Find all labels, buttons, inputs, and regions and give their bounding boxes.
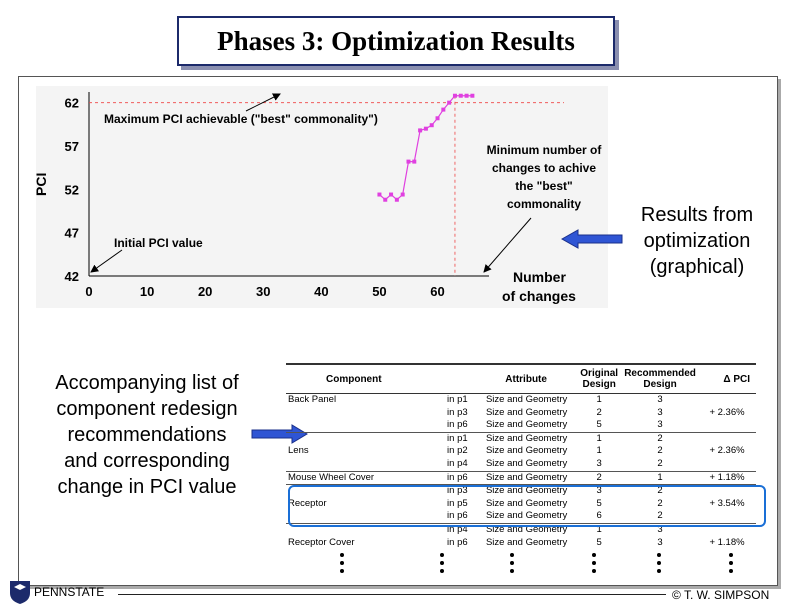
ellipsis-dots <box>340 553 344 577</box>
data-point <box>412 160 416 164</box>
data-point <box>418 128 422 132</box>
cell-original: 6 <box>596 510 602 522</box>
list-line-2: component redesign <box>56 398 238 420</box>
cell-original: 5 <box>596 536 602 548</box>
cell-original: 5 <box>596 497 602 509</box>
copyright: © T. W. SIMPSON <box>672 588 770 602</box>
results-arrow-icon <box>560 228 624 250</box>
cell-attribute: Size and Geometry <box>476 485 576 498</box>
data-point <box>389 193 393 197</box>
list-line-4: and corresponding <box>64 450 230 472</box>
ellipsis-dots <box>657 553 661 577</box>
annotation-min-4: commonality <box>506 197 582 211</box>
col-component: Component <box>286 364 439 394</box>
col-delta: Δ PCI <box>698 364 756 394</box>
cell-attribute: Size and Geometry <box>476 432 576 445</box>
cell-delta: + 2.36% <box>709 406 745 418</box>
annotation-min-arrow <box>484 218 531 272</box>
cell-component <box>286 432 439 445</box>
cell-attribute: Size and Geometry <box>485 457 568 469</box>
cell-component: Receptor Cover <box>288 536 355 548</box>
cell-part: in p1 <box>447 394 468 405</box>
data-point <box>383 198 387 202</box>
annotation-initial-arrow <box>91 250 122 272</box>
cell-original: 1 <box>576 523 622 536</box>
y-tick-label: 62 <box>64 95 79 111</box>
annotation-initial: Initial PCI value <box>114 236 203 250</box>
cell-original: 2 <box>596 406 602 418</box>
cell-attribute: Size and Geometry <box>485 497 568 509</box>
table-row <box>286 445 756 458</box>
y-tick-label: 52 <box>64 182 79 198</box>
cell-original: 1 <box>576 432 622 445</box>
ellipsis-dots <box>729 553 733 577</box>
pci-chart <box>33 86 608 308</box>
data-point <box>459 94 463 98</box>
data-point <box>441 108 445 112</box>
cell-delta: + 1.18% <box>709 536 745 548</box>
data-point <box>453 94 457 98</box>
cell-recommended: 3 <box>657 419 663 431</box>
list-line-5: change in PCI value <box>57 476 237 498</box>
data-point <box>377 193 381 197</box>
cell-original: 5 <box>596 419 602 431</box>
cell-attribute: Size and Geometry <box>485 536 568 548</box>
data-point <box>395 198 399 202</box>
ellipsis-dots <box>510 553 514 577</box>
ellipsis-dots <box>440 553 444 577</box>
table-row <box>286 432 756 445</box>
cell-attribute: Size and Geometry <box>476 471 576 485</box>
cell-delta: + 1.18% <box>698 471 756 485</box>
cell-part: in p6 <box>447 419 468 431</box>
data-point <box>465 94 469 98</box>
footer-divider <box>118 594 666 595</box>
cell-part: in p4 <box>447 457 468 469</box>
cell-delta: + 2.36% <box>709 445 745 457</box>
pennstate-logo <box>8 579 104 605</box>
annotation-min-2: changes to achive <box>491 161 597 175</box>
cell-attribute: Size and Geometry <box>476 523 576 536</box>
cell-part: in p3 <box>439 485 476 498</box>
cell-original: 3 <box>576 485 622 498</box>
cell-recommended: 2 <box>657 497 663 509</box>
pennstate-text: PENNSTATE <box>34 585 105 599</box>
cell-recommended: 3 <box>657 536 663 548</box>
x-tick-label: 0 <box>85 284 93 299</box>
cell-part: in p4 <box>439 523 476 536</box>
pci-chart-svg <box>33 86 608 308</box>
cell-component: Back Panel <box>288 394 337 405</box>
list-line-1: Accompanying list of <box>55 372 239 394</box>
cell-component <box>286 419 439 432</box>
cell-recommended: 3 <box>657 394 663 405</box>
x-tick-label: 60 <box>430 284 445 299</box>
cell-delta <box>698 432 756 445</box>
cell-delta <box>698 419 756 432</box>
cell-part: in p1 <box>439 432 476 445</box>
list-caption <box>28 370 266 500</box>
cell-attribute: Size and Geometry <box>485 510 568 522</box>
x-tick-label: 40 <box>314 284 329 299</box>
cell-attribute: Size and Geometry <box>485 419 568 431</box>
cell-part: in p3 <box>447 406 468 418</box>
cell-component <box>286 407 439 420</box>
cell-recommended: 1 <box>622 471 698 485</box>
data-point <box>406 160 410 164</box>
cell-attribute: Size and Geometry <box>485 394 568 405</box>
cell-original: 2 <box>576 471 622 485</box>
cell-component <box>286 458 439 471</box>
ellipsis-dots <box>592 553 596 577</box>
cell-original: 1 <box>596 445 602 457</box>
data-point <box>447 101 451 105</box>
table-row <box>286 419 756 432</box>
col-original: Original Design <box>576 364 622 394</box>
cell-recommended: 2 <box>657 510 663 522</box>
x-tick-label: 10 <box>139 284 155 299</box>
y-tick-label: 57 <box>64 139 79 154</box>
x-tick-label: 30 <box>256 284 271 299</box>
results-line-2: optimization <box>643 230 751 252</box>
chart-series <box>377 94 474 202</box>
cell-original: 3 <box>596 457 602 469</box>
cell-delta: + 3.54% <box>709 497 745 509</box>
table-row <box>286 407 756 420</box>
cell-part: in p2 <box>447 445 468 457</box>
table-row <box>286 471 756 485</box>
x-tick-label: 20 <box>197 284 213 299</box>
cell-recommended: 3 <box>657 406 663 418</box>
cell-recommended: 2 <box>622 432 698 445</box>
annotation-min-1: Minimum number of <box>486 143 602 157</box>
data-point <box>470 94 474 98</box>
cell-component: Lens <box>288 445 309 457</box>
results-caption <box>622 202 772 280</box>
y-axis-label: PCI <box>33 172 49 196</box>
table-row <box>286 394 756 407</box>
results-line-1: Results from <box>640 204 754 226</box>
receptor-highlight <box>288 485 766 527</box>
y-tick-label: 47 <box>64 225 79 241</box>
x-axis-label-2: of changes <box>502 288 576 304</box>
cell-recommended: 2 <box>657 445 663 457</box>
cell-attribute: Size and Geometry <box>485 406 568 418</box>
cell-delta <box>698 394 756 407</box>
data-point <box>430 123 434 127</box>
cell-part: in p6 <box>447 510 468 522</box>
cell-component: Receptor <box>288 497 327 509</box>
cell-part: in p5 <box>447 497 468 509</box>
cell-recommended: 2 <box>622 485 698 498</box>
y-tick-label: 42 <box>64 269 79 284</box>
cell-attribute: Size and Geometry <box>485 445 568 457</box>
x-axis-label-1: Number <box>513 269 566 285</box>
cell-recommended: 3 <box>622 523 698 536</box>
cell-original: 1 <box>596 394 602 405</box>
pennstate-shield-icon <box>8 579 32 605</box>
col-recommended: Recommended Design <box>622 364 698 394</box>
results-line-3: (graphical) <box>649 256 745 278</box>
col-attribute: Attribute <box>476 364 576 394</box>
annotation-min-3: the "best" <box>515 179 573 193</box>
cell-recommended: 2 <box>657 457 663 469</box>
table-row <box>286 537 756 550</box>
cell-part: in p6 <box>447 536 468 548</box>
x-tick-label: 50 <box>372 284 387 299</box>
cell-component: Mouse Wheel Cover <box>286 471 439 485</box>
table-row <box>286 458 756 471</box>
page-title: Phases 3: Optimization Results <box>177 16 615 66</box>
data-point <box>401 193 405 197</box>
data-point <box>424 127 428 131</box>
data-point <box>436 116 440 120</box>
annotation-max: Maximum PCI achievable ("best" commonality") <box>104 112 378 126</box>
list-line-3: recommendations <box>67 424 227 446</box>
series-line <box>379 96 472 200</box>
cell-delta <box>698 458 756 471</box>
cell-part: in p6 <box>439 471 476 485</box>
